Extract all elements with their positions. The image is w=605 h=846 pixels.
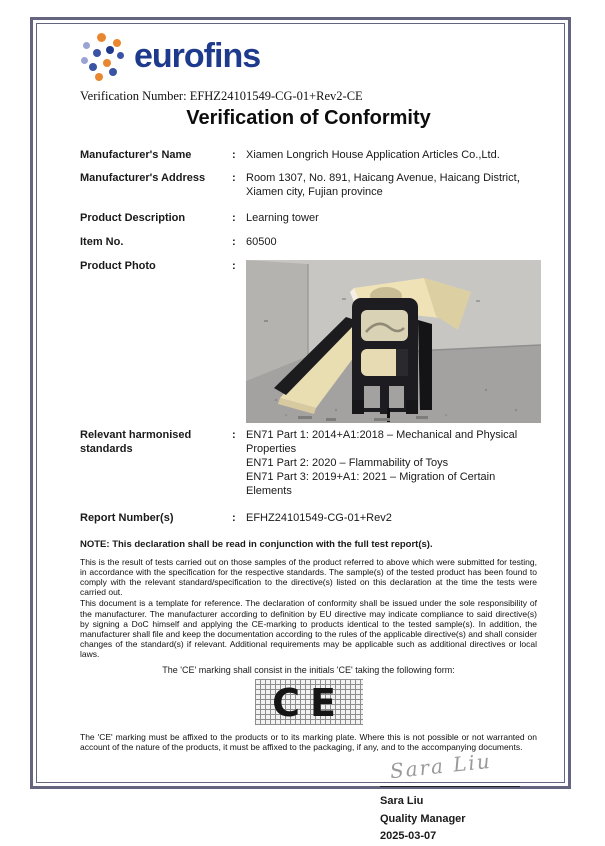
- paragraph-test-results: This is the result of tests carried out on those samples of the product referred to above which were submitted for testing, in accordance with the specification for the respective standards. The sample(s) of the tested product has been found to comply with the relevant standard/specification to the directive(s) listed on this declaration at the time the tests were carried out.: [80, 556, 537, 598]
- product-photo-image: [246, 260, 541, 423]
- eurofins-dots-icon: [80, 30, 126, 82]
- field-value: 60500: [246, 235, 277, 248]
- field-manufacturer-name: Manufacturer's Name : Xiamen Longrich House Application Articles Co.,Ltd.: [80, 149, 537, 163]
- verification-number-line: [80, 89, 537, 104]
- field-label: Item No.: [80, 235, 124, 248]
- field-value: Learning tower: [246, 211, 319, 224]
- handwritten-signature: Sara Liu: [388, 748, 493, 784]
- field-report-number: Report Number(s) : EFHZ24101549-CG-01+Rev2: [80, 512, 537, 526]
- field-label: Product Photo: [80, 259, 156, 272]
- ce-mark-letters: CE: [271, 680, 346, 725]
- signature-block: [380, 748, 530, 846]
- standard-line: EN71 Part 1: 2014+A1:2018 – Mechanical and Physical Properties: [246, 428, 518, 455]
- field-product-photo: Product Photo :: [80, 260, 537, 423]
- signatory-name: Sara Liu: [380, 794, 424, 807]
- field-label: Manufacturer's Name: [80, 149, 192, 161]
- signatory-role: Quality Manager: [380, 812, 466, 825]
- fields-table: [80, 149, 537, 526]
- field-product-description: Product Description : Learning tower: [80, 212, 537, 226]
- field-manufacturer-address: Manufacturer's Address : Room 1307, No. 891, Haicang Avenue, Haicang District，Xiamen city, Fujian province: [80, 172, 537, 200]
- standard-line: EN71 Part 3: 2019+A1: 2021 – Migration of Certain Elements: [246, 470, 496, 497]
- paragraph-template-disclaimer: This document is a template for reference. The declaration of conformity shall be issued under the sole responsibility of the manufacturer. The manufacturer according to definition by EU directive may indicate compliance to said directive(s) by signing a DoC himself and applying the CE-marking to products identical to the tested sample(s). In addition, the manufacturer shall file and keep the documentation according to the rules of the applicable directive(s) and shall consider changes of the standard(s) if relevant. Additional requirements may be applicable such as additional directives or local laws.: [80, 598, 537, 660]
- page-title: Verification of Conformity: [186, 107, 431, 129]
- note-line: NOTE: This declaration shall be read in conjunction with the full test report(s).: [80, 538, 433, 550]
- field-standards: Relevant harmonised standards : EN71 Part 1: 2014+A1:2018 – Mechanical and Physical Properties EN71 Part 2: 2020 – Flammability of Toys EN71 Part 3: 2019+A1: 2021 – Migration of Certain Elements: [80, 429, 537, 499]
- field-value: Room 1307, No. 891, Haicang Avenue, Haicang District，Xiamen city, Fujian province: [246, 171, 528, 198]
- signature-date: 2025-03-07: [380, 830, 437, 843]
- eurofins-wordmark: eurofins: [134, 37, 261, 75]
- standards-list: [246, 429, 537, 499]
- field-item-no: Item No. : 60500: [80, 236, 537, 250]
- eurofins-logo: [80, 30, 537, 82]
- field-label: Relevant harmonised standards: [80, 428, 192, 455]
- field-value: Xiamen Longrich House Application Articles Co.,Ltd.: [246, 149, 500, 161]
- field-value: EFHZ24101549-CG-01+Rev2: [246, 511, 392, 524]
- verification-number-label: Verification Number:: [80, 89, 187, 103]
- ce-intro-line: The 'CE' marking shall consist in the initials 'CE' taking the following form:: [162, 664, 455, 675]
- verification-number-value: EFHZ24101549-CG-01+Rev2-CE: [189, 89, 363, 103]
- paragraph-ce-affix: The 'CE' marking must be affixed to the products or to its marking plate. Where this is not possible or not warranted on account of the nature of the products, it must be affixed to the packaging, if any, and to the accompanying documents.: [80, 731, 537, 752]
- document-content: [80, 17, 537, 846]
- standard-line: EN71 Part 2: 2020 – Flammability of Toys: [246, 456, 449, 469]
- signatory-details: [380, 793, 466, 846]
- field-label: Product Description: [80, 211, 186, 224]
- field-label: Report Number(s): [80, 511, 174, 524]
- field-label: Manufacturer's Address: [80, 171, 206, 184]
- ce-mark: [255, 679, 363, 725]
